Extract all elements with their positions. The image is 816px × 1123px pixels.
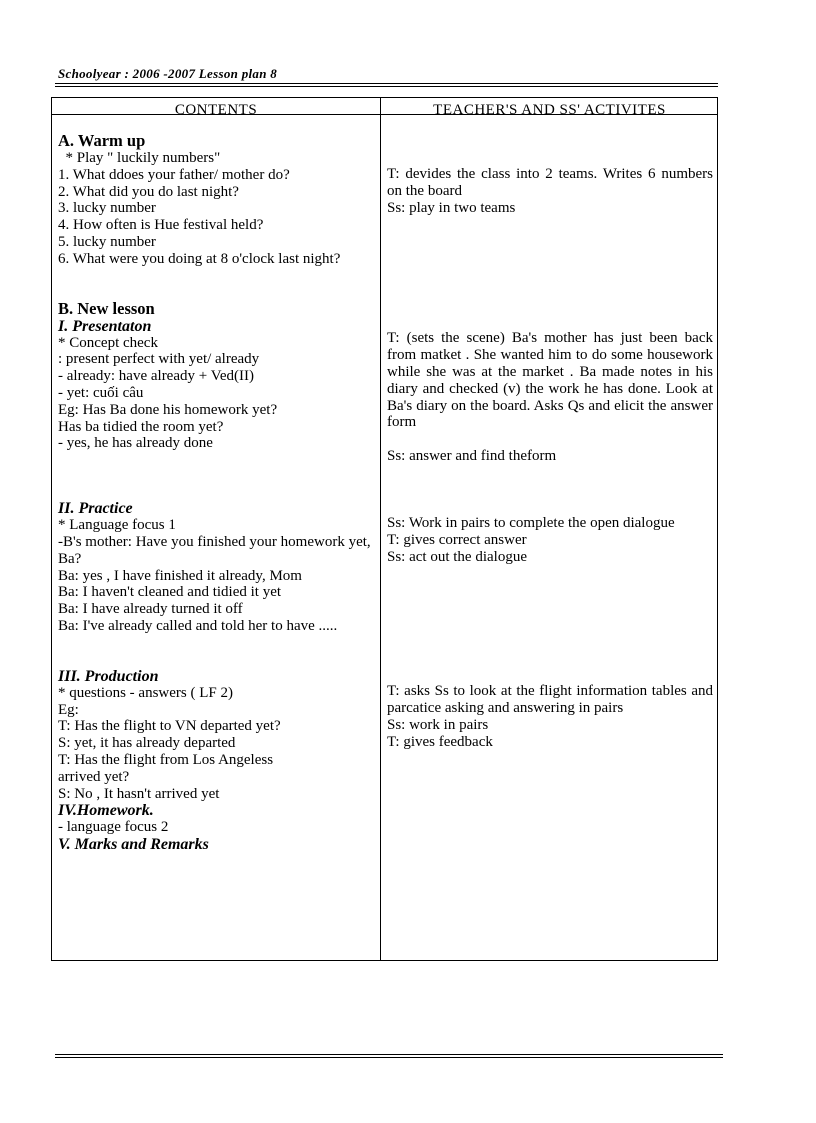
production-line: T: Has the flight from Los Angeless arrived yet? [58, 751, 274, 785]
footer-rule-bottom [55, 1057, 723, 1058]
presentation-line: * Concept check [58, 334, 158, 351]
practice-activity: Ss: Work in pairs to complete the open dialogue [387, 514, 675, 531]
production-line: S: No , It hasn't arrived yet [58, 785, 220, 802]
practice-line: Ba: I haven't cleaned and tidied it yet [58, 584, 282, 601]
practice-line: Ba: I have already turned it off [58, 601, 243, 618]
presentation-title: I. Presentaton [58, 317, 152, 335]
activities-column [387, 166, 713, 751]
practice-activity: T: gives correct answer [387, 531, 527, 548]
production-title: III. Production [58, 667, 159, 685]
practice-line: -B's mother: Have you finished your homework yet, Ba? [58, 533, 371, 567]
practice-activity: Ss: act out the dialogue [387, 548, 527, 565]
homework-title: IV.Homework. [58, 802, 154, 820]
warmup-title: A. Warm up [58, 131, 146, 150]
contents-column [58, 132, 376, 853]
presentation-line: Has ba tidied the room yet? [58, 418, 224, 435]
table-head-rule [51, 114, 718, 115]
practice-line: Ba: I've already called and told her to have ..... [58, 617, 338, 634]
practice-line: Ba: yes , I have finished it already, Mom [58, 567, 302, 584]
warmup-activity: T: devides the class into 2 teams. Writes 6 numbers on the board [387, 166, 713, 199]
production-line: T: Has the flight to VN departed yet? [58, 718, 281, 735]
warmup-line: 1. What ddoes your father/ mother do? [58, 166, 290, 183]
warmup-line: 3. lucky number [58, 200, 156, 217]
presentation-line: Eg: Has Ba done his homework yet? [58, 401, 278, 418]
practice-title: II. Practice [58, 500, 133, 518]
homework-line: - language focus 2 [58, 819, 169, 836]
column-header-activities: TEACHER'S AND SS' ACTIVITES [433, 102, 666, 114]
warmup-line: 4. How often is Hue festival held? [58, 217, 264, 234]
newlesson-title: B. New lesson [58, 298, 155, 318]
presentation-line: - already: have already + Ved(II) [58, 368, 254, 385]
production-line: Eg: [58, 701, 79, 718]
header-rule-top [55, 83, 718, 84]
production-activity: T: asks Ss to look at the flight information tables and parcatice asking and answering in pairs [387, 683, 713, 717]
production-line: * questions - answers ( LF 2) [58, 684, 233, 701]
column-divider [380, 97, 381, 961]
presentation-line: - yes, he has already done [58, 435, 213, 452]
presentation-activity: T: (sets the scene) Ba's mother has just been back from matket . She wanted him to do some housework while she was at the market . Ba made notes in his diary and checked (v) the work he has done. Look at Ba's diary on the board. Asks Qs and elicit the answer form [387, 330, 713, 431]
warmup-line: 2. What did you do last night? [58, 183, 239, 200]
presentation-line: - yet: cuối câu [58, 384, 144, 401]
column-header-contents: CONTENTS [174, 102, 258, 114]
production-activity: T: gives feedback [387, 733, 493, 750]
header-rule-bottom [55, 86, 718, 87]
footer-rule-top [55, 1054, 723, 1055]
warmup-line: 5. lucky number [58, 233, 156, 250]
production-line: S: yet, it has already departed [58, 735, 236, 752]
presentation-activity: Ss: answer and find theform [387, 448, 557, 465]
production-activity: Ss: work in pairs [387, 716, 489, 733]
practice-line: * Language focus 1 [58, 517, 176, 534]
warmup-line: * Play " luckily numbers" [58, 150, 221, 166]
warmup-line: 6. What were you doing at 8 o'clock last night? [58, 250, 341, 267]
page-header: Schoolyear : 2006 -2007 Lesson plan 8 [58, 66, 278, 81]
presentation-line: : present perfect with yet/ already [58, 351, 260, 368]
warmup-activity: Ss: play in two teams [387, 199, 516, 216]
remarks-title: V. Marks and Remarks [58, 836, 209, 854]
